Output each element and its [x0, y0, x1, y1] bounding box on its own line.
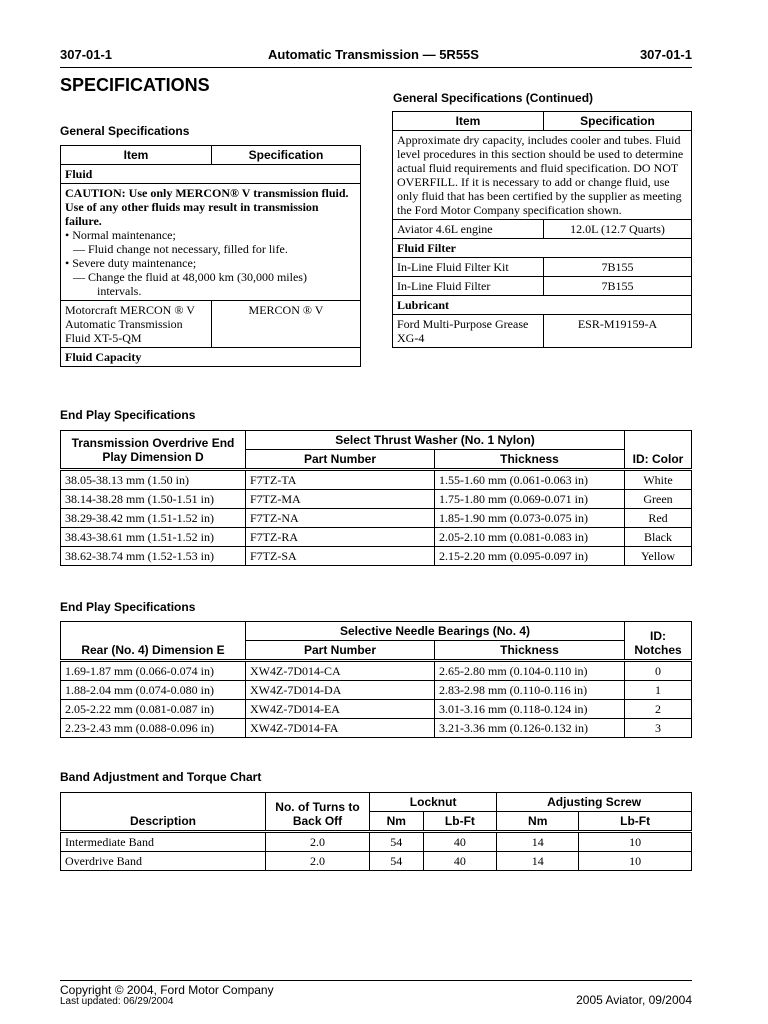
table-cell: 38.05-38.13 mm (1.50 in)	[61, 470, 246, 490]
col-group: Selective Needle Bearings (No. 4)	[246, 622, 625, 641]
table-row	[61, 547, 692, 566]
row-spec: 7B155	[544, 277, 692, 296]
footer-rule	[60, 980, 692, 981]
band-heading: Band Adjustment and Torque Chart	[60, 770, 262, 784]
col-part: Part Number	[246, 641, 435, 661]
bullet-severe-detail: — Change the fluid at 48,000 km (30,000 miles)	[73, 270, 307, 284]
table-cell: 2.65-2.80 mm (0.104-0.110 in)	[435, 661, 625, 681]
col-adj-lbft: Lb-Ft	[579, 812, 692, 832]
table-cell: Overdrive Band	[61, 852, 266, 871]
col-adjusting-screw: Adjusting Screw	[497, 793, 692, 812]
footer-updated: Last updated: 06/29/2004	[60, 996, 174, 1007]
col-adj-nm: Nm	[497, 812, 579, 832]
table-cell: 1.85-1.90 mm (0.073-0.075 in)	[435, 509, 625, 528]
table-cell: XW4Z-7D014-CA	[246, 661, 435, 681]
table-cell: 40	[423, 832, 497, 852]
bullet-normal: • Normal maintenance;	[65, 228, 176, 242]
row-spec: ESR-M19159-A	[544, 315, 692, 348]
general-cont-heading: General Specifications (Continued)	[393, 91, 594, 105]
col-dimension: Transmission Overdrive End Play Dimension D	[61, 431, 246, 470]
table-cell: XW4Z-7D014-DA	[246, 681, 435, 700]
table-cell: F7TZ-SA	[246, 547, 435, 566]
table-cell: 3	[625, 719, 692, 738]
table-cell: 14	[497, 852, 579, 871]
col-id: ID: Color	[625, 431, 692, 470]
table-cell: 1.69-1.87 mm (0.066-0.074 in)	[61, 661, 246, 681]
table-cell: 38.14-38.28 mm (1.50-1.51 in)	[61, 490, 246, 509]
table-cell: 10	[579, 832, 692, 852]
table-row	[61, 490, 692, 509]
endplay2-rows	[61, 661, 692, 738]
col-item: Item	[393, 112, 544, 131]
table-cell: Black	[625, 528, 692, 547]
table-cell: F7TZ-MA	[246, 490, 435, 509]
table-cell: 3.01-3.16 mm (0.118-0.124 in)	[435, 700, 625, 719]
table-cell: 1.88-2.04 mm (0.074-0.080 in)	[61, 681, 246, 700]
table-cell: 10	[579, 852, 692, 871]
fluid-label: Fluid	[61, 165, 361, 184]
endplay1-rows	[61, 470, 692, 566]
lubricant-label: Lubricant	[393, 296, 692, 315]
table-cell: 3.21-3.36 mm (0.126-0.132 in)	[435, 719, 625, 738]
band-table	[60, 792, 692, 871]
row-item: Ford Multi-Purpose Grease XG-4	[393, 315, 544, 348]
col-id: ID: Notches	[625, 622, 692, 661]
table-row	[61, 681, 692, 700]
col-turns: No. of Turns to Back Off	[266, 793, 370, 832]
bullet-normal-detail: — Fluid change not necessary, filled for life.	[73, 242, 288, 256]
table-row	[61, 832, 692, 852]
table-cell: Intermediate Band	[61, 832, 266, 852]
table-cell: 2.23-2.43 mm (0.088-0.096 in)	[61, 719, 246, 738]
row-item: In-Line Fluid Filter Kit	[393, 258, 544, 277]
bullet-severe: • Severe duty maintenance;	[65, 256, 197, 270]
table-cell: 54	[370, 852, 424, 871]
fluid-filter-label: Fluid Filter	[393, 239, 692, 258]
capacity-note: Approximate dry capacity, includes cooler and tubes. Fluid level procedures in this section should be used to determine actual fluid requirements and fluid specification. DO NOT OVERFILL. If it is necessary to add or change fluid, use only fluid that has been certified by the supplier as meeting the Ford Motor Company specification shown.	[393, 131, 692, 220]
col-item: Item	[61, 146, 212, 165]
table-row	[61, 700, 692, 719]
row-spec: 7B155	[544, 258, 692, 277]
endplay2-heading: End Play Specifications	[60, 600, 196, 614]
table-row	[61, 719, 692, 738]
col-locknut-nm: Nm	[370, 812, 424, 832]
table-cell: Red	[625, 509, 692, 528]
caution-text: CAUTION: Use only MERCON® V transmission fluid. Use of any other fluids may result in transmission failure.	[65, 186, 349, 228]
table-row	[61, 852, 692, 871]
table-cell: 38.62-38.74 mm (1.52-1.53 in)	[61, 547, 246, 566]
table-cell: F7TZ-RA	[246, 528, 435, 547]
endplay2-table	[60, 621, 692, 738]
table-cell: Green	[625, 490, 692, 509]
row-item: Aviator 4.6L engine	[393, 220, 544, 239]
col-spec: Specification	[212, 146, 361, 165]
table-cell: White	[625, 470, 692, 490]
table-cell: 2.15-2.20 mm (0.095-0.097 in)	[435, 547, 625, 566]
col-description: Description	[61, 793, 266, 832]
table-cell: 2.05-2.22 mm (0.081-0.087 in)	[61, 700, 246, 719]
table-cell: 2.83-2.98 mm (0.110-0.116 in)	[435, 681, 625, 700]
header-rule	[60, 67, 692, 68]
col-spec: Specification	[544, 112, 692, 131]
table-cell: 14	[497, 832, 579, 852]
table-cell: 1	[625, 681, 692, 700]
table-cell: 40	[423, 852, 497, 871]
table-cell: 1.55-1.60 mm (0.061-0.063 in)	[435, 470, 625, 490]
table-cell: F7TZ-TA	[246, 470, 435, 490]
table-cell: XW4Z-7D014-FA	[246, 719, 435, 738]
table-cell: 0	[625, 661, 692, 681]
band-rows	[61, 832, 692, 871]
table-cell: 54	[370, 832, 424, 852]
header-right: 307-01-1	[639, 47, 692, 62]
table-row	[61, 470, 692, 490]
fluid-notes	[61, 184, 361, 301]
table-row	[61, 661, 692, 681]
general-spec-table	[60, 145, 361, 367]
row-item: In-Line Fluid Filter	[393, 277, 544, 296]
col-thickness: Thickness	[435, 450, 625, 470]
table-cell: 2.0	[266, 832, 370, 852]
table-cell: 1.75-1.80 mm (0.069-0.071 in)	[435, 490, 625, 509]
col-thickness: Thickness	[435, 641, 625, 661]
header-left: 307-01-1	[60, 47, 113, 62]
table-row	[61, 509, 692, 528]
header-center: Automatic Transmission — 5R55S	[268, 47, 479, 62]
general-heading: General Specifications	[60, 124, 190, 138]
table-cell: Yellow	[625, 547, 692, 566]
general-cont-table	[392, 111, 692, 348]
motorcraft-spec: MERCON ® V	[212, 301, 361, 348]
table-cell: 2.05-2.10 mm (0.081-0.083 in)	[435, 528, 625, 547]
table-cell: 38.29-38.42 mm (1.51-1.52 in)	[61, 509, 246, 528]
col-group: Select Thrust Washer (No. 1 Nylon)	[246, 431, 625, 450]
motorcraft-item: Motorcraft MERCON ® V Automatic Transmission Fluid XT-5-QM	[61, 301, 212, 348]
table-cell: F7TZ-NA	[246, 509, 435, 528]
footer-copyright: Copyright © 2004, Ford Motor Company	[60, 983, 274, 997]
table-row	[61, 528, 692, 547]
table-cell: XW4Z-7D014-EA	[246, 700, 435, 719]
capacity-label: Fluid Capacity	[61, 348, 361, 367]
col-part: Part Number	[246, 450, 435, 470]
endplay1-table	[60, 430, 692, 566]
bullet-severe-detail-cont: intervals.	[97, 284, 142, 298]
table-cell: 2	[625, 700, 692, 719]
page-title: SPECIFICATIONS	[60, 75, 210, 95]
footer-right: 2005 Aviator, 09/2004	[576, 993, 692, 1007]
row-spec: 12.0L (12.7 Quarts)	[544, 220, 692, 239]
col-locknut-lbft: Lb-Ft	[423, 812, 497, 832]
table-cell: 38.43-38.61 mm (1.51-1.52 in)	[61, 528, 246, 547]
col-dimension: Rear (No. 4) Dimension E	[61, 622, 246, 661]
table-cell: 2.0	[266, 852, 370, 871]
col-locknut: Locknut	[370, 793, 497, 812]
endplay1-heading: End Play Specifications	[60, 408, 196, 422]
